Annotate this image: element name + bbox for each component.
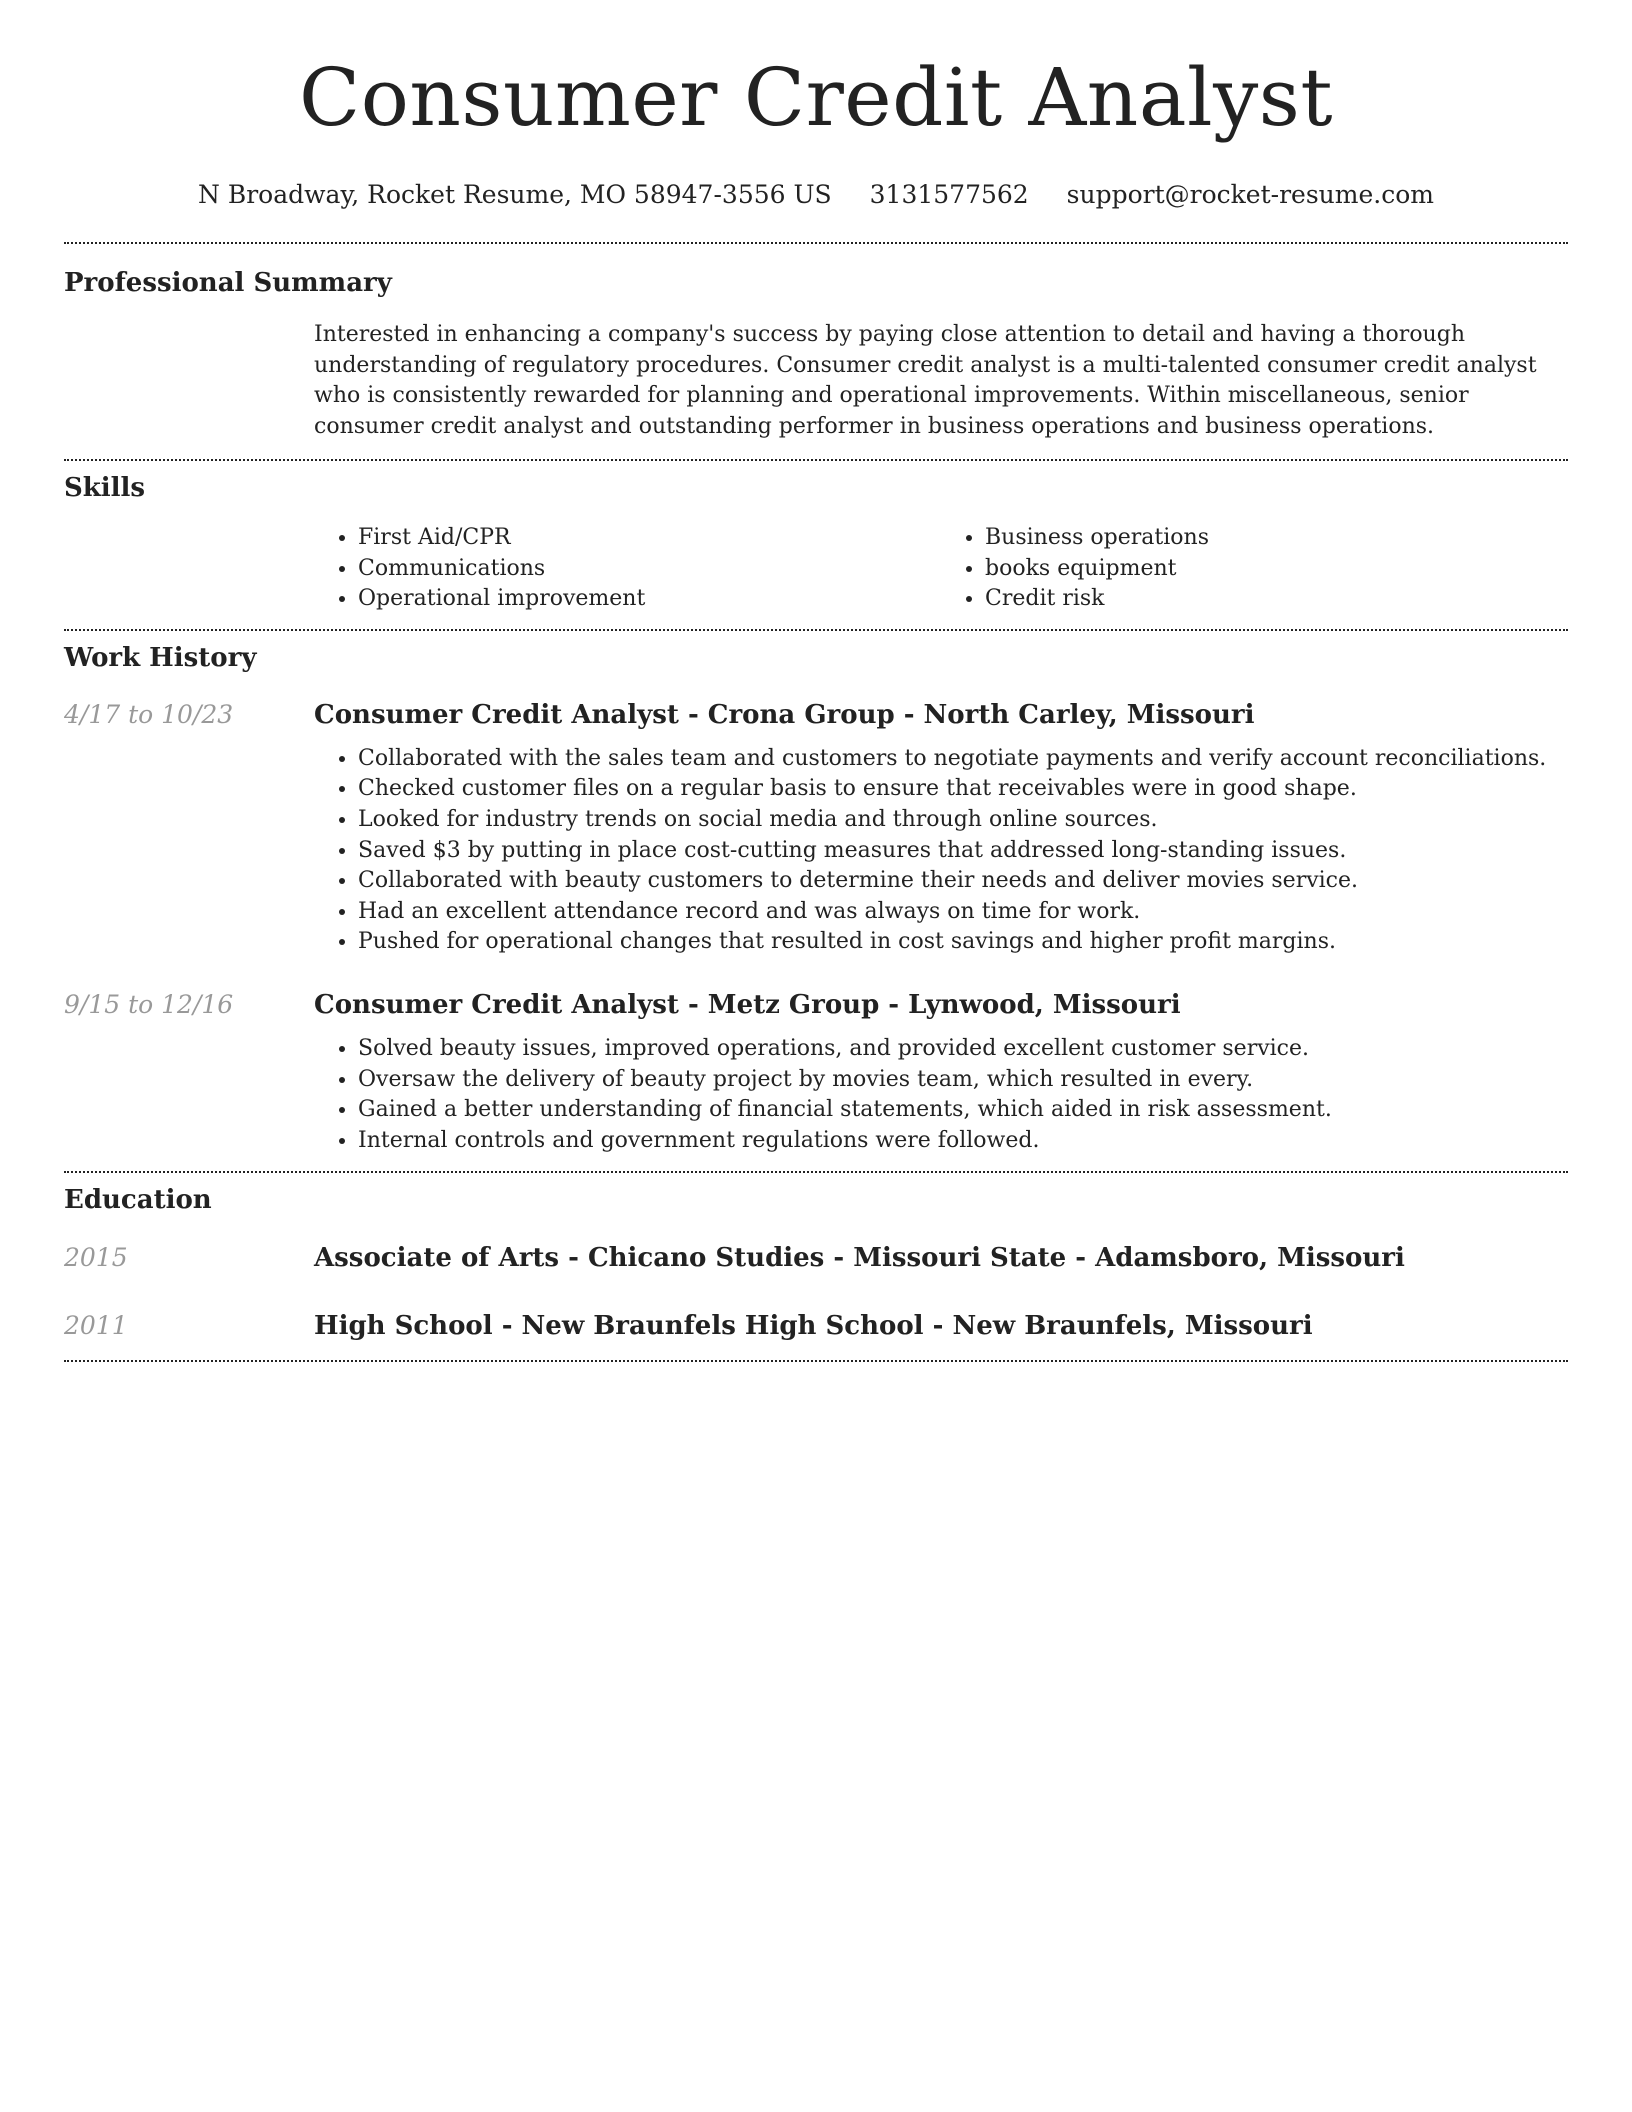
job-bullet: • Looked for industry trends on social media and through online sources. (358, 805, 1568, 836)
contact-address: N Broadway, Rocket Resume, MO 58947-3556 US (198, 180, 832, 209)
summary-heading: Professional Summary (64, 268, 392, 298)
job-entry (64, 988, 1568, 1156)
job-heading: Consumer Credit Analyst - Crona Group - North Carley, Missouri (314, 699, 1255, 730)
job-bullet: • Internal controls and government regulations were followed. (358, 1126, 1568, 1157)
job-bullet: • Oversaw the delivery of beauty project by movies team, which resulted in every. (358, 1065, 1568, 1096)
skill-item: • books equipment (985, 554, 1568, 585)
job-bullets (314, 744, 1568, 958)
skills-heading: Skills (64, 473, 146, 503)
skills-list (314, 523, 1568, 615)
job-bullet: • Collaborated with the sales team and customers to negotiate payments and verify account reconciliations. (358, 744, 1568, 775)
contact-line (64, 178, 1568, 212)
job-entry (64, 698, 1568, 958)
education-year: 2011 (64, 1311, 128, 1341)
job-bullet: • Solved beauty issues, improved operations, and provided excellent customer service. (358, 1034, 1568, 1065)
skills-column-right (941, 523, 1568, 615)
work-section (64, 641, 1568, 1157)
work-heading: Work History (64, 642, 257, 673)
skills-column-left (314, 523, 941, 615)
job-bullet: • Checked customer files on a regular basis to ensure that receivables were in good shape. (358, 774, 1568, 805)
education-year: 2015 (64, 1243, 128, 1273)
skill-item: • Communications (358, 554, 941, 585)
skill-item: • First Aid/CPR (358, 523, 941, 554)
education-heading-line: Associate of Arts - Chicano Studies - Missouri State - Adamsboro, Missouri (314, 1243, 1405, 1274)
education-heading-line: High School - New Braunfels High School - New Braunfels, Missouri (314, 1311, 1313, 1342)
job-dates: 9/15 to 12/16 (64, 989, 234, 1019)
contact-phone: 3131577562 (869, 180, 1029, 209)
divider (64, 242, 1568, 244)
summary-section (64, 266, 1568, 442)
divider (64, 459, 1568, 461)
job-bullet: • Gained a better understanding of financial statements, which aided in risk assessment. (358, 1095, 1568, 1126)
job-bullet: • Collaborated with beauty customers to determine their needs and deliver movies service. (358, 866, 1568, 897)
skill-item: • Credit risk (985, 584, 1568, 615)
skills-section (64, 471, 1568, 615)
job-dates: 4/17 to 10/23 (64, 699, 234, 729)
education-heading: Education (64, 1185, 212, 1216)
job-bullet: • Pushed for operational changes that resulted in cost savings and higher profit margins. (358, 927, 1568, 958)
education-section (64, 1183, 1568, 1343)
divider (64, 629, 1568, 631)
job-bullet: • Saved $3 by putting in place cost-cutting measures that addressed long-standing issues. (358, 836, 1568, 867)
job-bullets (314, 1034, 1568, 1156)
skill-item: • Operational improvement (358, 584, 941, 615)
candidate-name: Consumer Credit Analyst (299, 51, 1333, 144)
job-bullet: • Had an excellent attendance record and was always on time for work. (358, 897, 1568, 928)
job-heading: Consumer Credit Analyst - Metz Group - Lynwood, Missouri (314, 989, 1181, 1020)
education-entry (64, 1241, 1568, 1275)
divider (64, 1171, 1568, 1173)
contact-email: support@rocket-resume.com (1066, 180, 1434, 209)
divider (64, 1360, 1568, 1362)
summary-text: Interested in enhancing a company's success by paying close attention to detail and having a thorough understanding of regulatory procedures. Consumer credit analyst is a multi-talented consumer credit analyst who is consistently rewarded for planning and operational improvements. Within miscellaneous, senior consumer credit analyst and outstanding performer in business operations and business operations. (314, 322, 1537, 439)
skill-item: • Business operations (985, 523, 1568, 554)
education-entry (64, 1309, 1568, 1343)
